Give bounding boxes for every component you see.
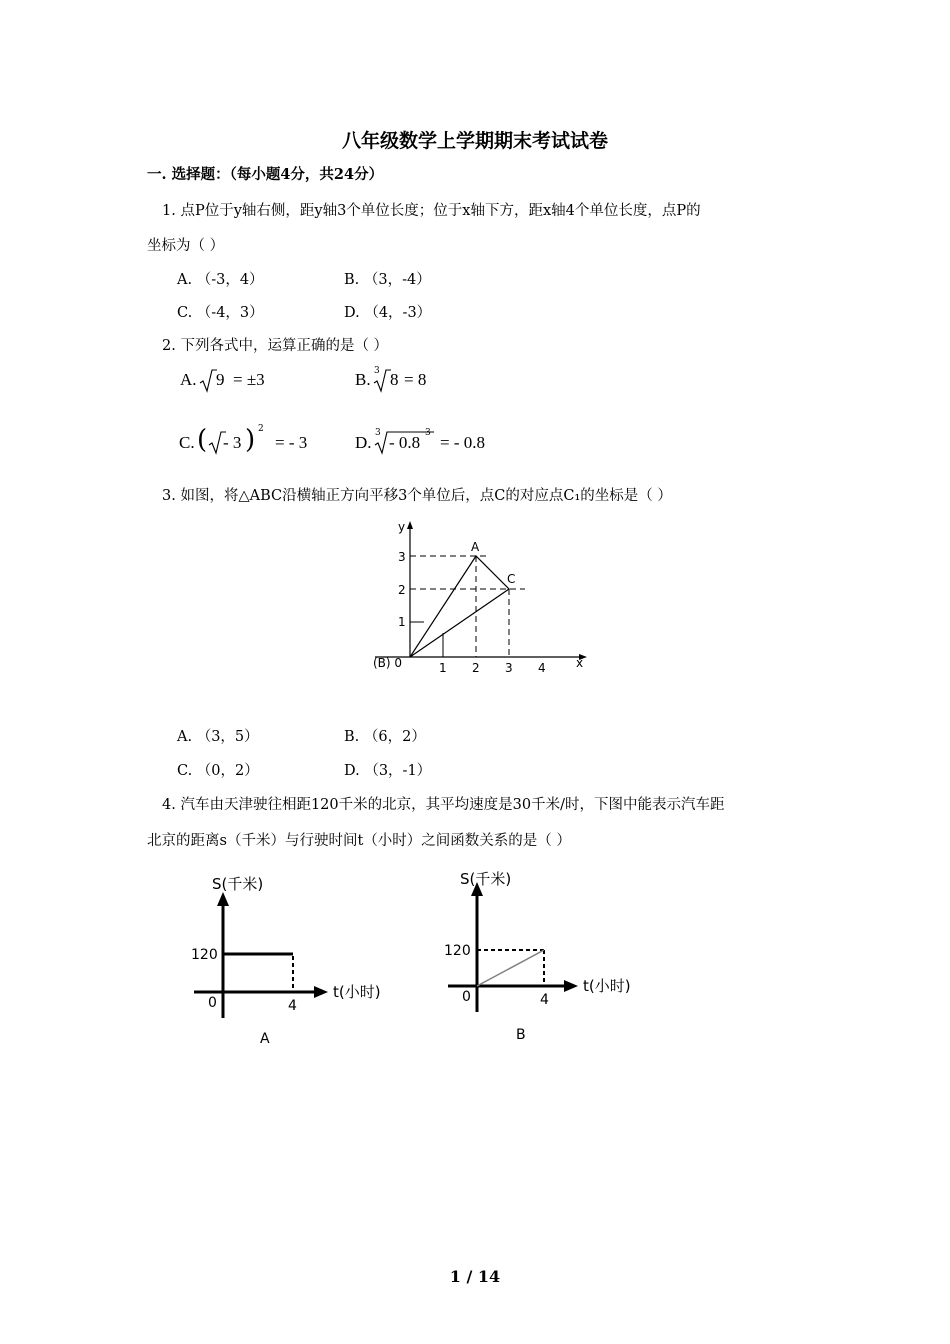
q2-option-b-radical-sign [373,368,391,394]
q4b-x-tick-4: 4 [540,992,549,1008]
q1-stem-line1: 1. 点P位于y轴右侧，距y轴3个单位长度；位于x轴下方，距x轴4个单位长度，点P的 [162,203,701,219]
q3-y-tick-1: 1 [398,615,406,629]
q2-option-a-result: = ±3 [233,370,265,389]
q2-option-b-label: B. [355,370,371,389]
q4a-caption: A [260,1031,270,1047]
q4b-y-tick-120: 120 [444,943,471,959]
q2-stem: 2. 下列各式中，运算正确的是（ ） [162,338,389,354]
q3-x-tick-1: 1 [439,661,447,675]
q3-y-tick-3: 3 [398,550,406,564]
q3-stem: 3. 如图，将△ABC沿横轴正方向平移3个单位后，点C的对应点C₁的坐标是（ ） [162,488,672,504]
q1-option-b: B. （3，-4） [344,272,431,288]
q3-point-a-label: A [471,540,480,554]
q2-option-c-radicand: - 3 [223,433,242,452]
q4b-origin-label: 0 [462,989,471,1005]
q3-option-d: D. （3，-1） [344,763,432,779]
q3-y-tick-2: 2 [398,583,406,597]
q2-option-c-left-paren: ( [197,425,208,455]
q4-stem-line2: 北京的距离s（千米）与行驶时间t（小时）之间函数关系的是（ ） [147,833,571,849]
q1-option-c: C. （-4，3） [177,305,264,321]
q3-x-tick-3: 3 [505,661,513,675]
q3-y-axis-arrow [407,521,413,529]
q2-option-b-root-index: 3 [374,366,380,376]
q4a-y-tick-120: 120 [191,947,218,963]
q4-stem-line1: 4. 汽车由天津驶往相距120千米的北京，其平均速度是30千米/时，下图中能表示汽车距 [162,797,725,813]
page-title: 八年级数学上学期期末考试试卷 [341,130,608,152]
q2-option-c-result: = - 3 [275,433,308,452]
q2-option-a-radical-sign [199,368,217,394]
q2-option-b-result: = 8 [404,370,427,389]
q4a-y-axis-arrow [217,892,229,906]
q2-option-d-result: = - 0.8 [440,433,485,452]
q2-option-c-exponent: 2 [258,424,264,434]
q2-option-a-radicand: 9 [216,370,225,389]
q4a-y-axis-label: S(千米) [212,875,264,893]
q3-y-axis-label: y [398,520,406,534]
q4b-y-axis-label: S(千米) [460,870,512,888]
q2-option-d-root-index: 3 [375,428,381,438]
q4a-origin-label: 0 [208,995,217,1011]
q4b-x-axis-label: t(小时) [583,977,631,995]
q2-option-d-radicand: - 0.8 [389,433,421,452]
q2-option-d-label: D. [355,433,372,452]
q3-point-c-label: C [507,572,516,586]
q3-option-a: A. （3，5） [177,729,259,745]
q4b-rising-line [477,950,544,986]
q2-option-b-radicand: 8 [390,370,399,389]
q1-option-a: A. （-3，4） [177,272,264,288]
q3-x-tick-2: 2 [472,661,480,675]
q3-coordinate-graph [365,515,595,685]
q3-x-axis-label: x [576,656,584,670]
q3-triangle-abc [410,556,509,657]
q4b-caption: B [516,1027,526,1043]
q2-option-c-label: C. [179,433,195,452]
q4a-x-axis-arrow [314,986,328,998]
q3-option-c: C. （0，2） [177,763,259,779]
section-heading: 一. 选择题：（每小题4分，共24分） [147,166,384,183]
q4-graph-a [188,868,408,1058]
q3-x-tick-4: 4 [538,661,546,675]
q4-graph-b [438,862,658,1052]
q2-option-c-right-paren: ) [245,425,256,455]
q1-option-d: D. （4，-3） [344,305,432,321]
q4b-x-axis-arrow [564,980,578,992]
q3-origin-label: (B) 0 [373,656,403,670]
page-number: 1 / 14 [449,1267,501,1286]
q3-option-b: B. （6，2） [344,729,426,745]
q2-option-d-exponent: 3 [425,428,431,438]
q4a-x-axis-label: t(小时) [333,983,381,1001]
q4a-x-tick-4: 4 [288,998,297,1014]
q2-option-a-label: A. [180,370,197,389]
q1-stem-line2: 坐标为（ ） [147,238,225,254]
